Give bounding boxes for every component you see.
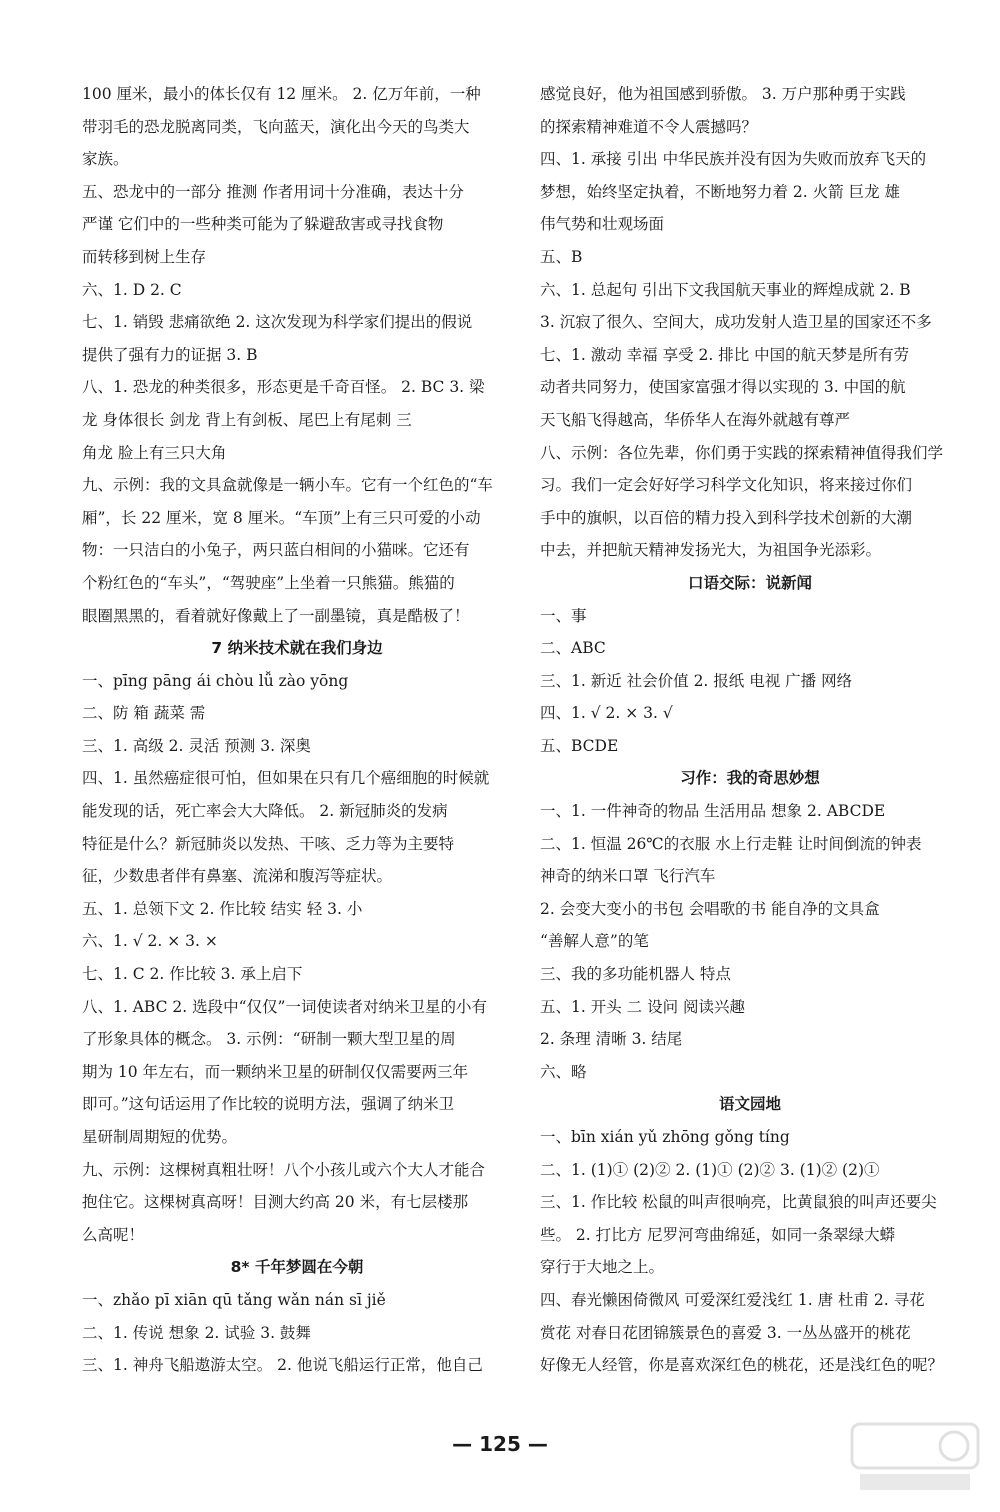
answer-line: 五、B xyxy=(540,247,583,266)
answer-line: 即可。”这句话运用了作比较的说明方法，强调了纳米卫 xyxy=(82,1095,455,1114)
answer-line: 个粉红色的“车头”，“驾驶座”上坐着一只熊猫。熊猫的 xyxy=(82,573,455,592)
answer-line: 七、1. C 2. 作比较 3. 承上启下 xyxy=(82,965,303,984)
answer-line: 二、ABC xyxy=(540,639,606,658)
answer-line: 天飞船飞得越高，华侨华人在海外就越有尊严 xyxy=(540,410,851,429)
answer-line: 征，少数患者伴有鼻塞、流涕和腹泻等症状。 xyxy=(82,867,393,886)
answer-line: 带羽毛的恐龙脱离同类，飞向蓝天，演化出今天的鸟类大 xyxy=(82,117,470,136)
section-title: 口语交际：说新闻 xyxy=(687,573,812,592)
answer-line: 抱住它。这棵树真高呀！目测大约高 20 米，有七层楼那 xyxy=(82,1193,469,1212)
answer-line: 三、我的多功能机器人 特点 xyxy=(540,965,731,984)
section-title: 8* 千年梦圆在今朝 xyxy=(230,1258,364,1277)
answer-line: 四、春光懒困倚微风 可爱深红爱浅红 1. 唐 杜甫 2. 寻花 xyxy=(540,1290,925,1309)
answer-line: 八、示例：各位先辈，你们勇于实践的探索精神值得我们学 xyxy=(540,443,944,462)
answer-line: 厢”，长 22 厘米，宽 8 厘米。“车顶”上有三只可爱的小动 xyxy=(82,508,481,527)
answer-line: 四、1. √ 2. × 3. √ xyxy=(540,704,673,723)
answer-line: 一、bīn xián yǔ zhōng gǒng tíng xyxy=(540,1128,790,1146)
answer-line: 而转移到树上生存 xyxy=(82,247,207,266)
answer-line: 好像无人经管，你是喜欢深红色的桃花，还是浅红色的呢？ xyxy=(540,1356,944,1375)
answer-line: 动者共同努力，使国家富强才得以实现的 3. 中国的航 xyxy=(540,378,906,397)
watermark-logo xyxy=(850,1422,980,1496)
answer-line: 么高呢！ xyxy=(82,1225,145,1244)
answer-line: 九、示例：我的文具盒就像是一辆小车。它有一个红色的“车 xyxy=(82,476,493,495)
answer-line: 提供了强有力的证据 3. B xyxy=(82,345,258,364)
answer-line: 一、pīng pāng ái chòu lǚ zào yōng xyxy=(82,671,349,690)
answer-line: 一、1. 一件神奇的物品 生活用品 想象 2. ABCDE xyxy=(540,802,886,821)
answer-line: 一、事 xyxy=(540,606,587,625)
left-column xyxy=(82,78,512,1382)
answer-line: 物：一只洁白的小兔子，两只蓝白相间的小猫咪。它还有 xyxy=(82,541,470,560)
answer-line: 中去，并把航天精神发扬光大，为祖国争光添彩。 xyxy=(540,541,882,560)
answer-line: 3. 沉寂了很久、空间大，成功发射人造卫星的国家还不多 xyxy=(540,313,932,332)
right-column xyxy=(540,78,960,1382)
answer-line: 家族。 xyxy=(82,150,129,169)
answer-line: 龙 身体很长 剑龙 背上有剑板、尾巴上有尾刺 三 xyxy=(82,410,412,429)
answer-line: 一、zhǎo pī xiān qū tǎng wǎn nán sī jiě xyxy=(82,1290,386,1309)
answer-line: 感觉良好，他为祖国感到骄傲。 3. 万户那种勇于实践 xyxy=(540,85,906,103)
answer-line: 梦想，始终坚定执着，不断地努力着 2. 火箭 巨龙 雄 xyxy=(540,182,900,201)
answer-line: 九、示例：这棵树真粗壮呀！八个小孩儿或六个大人才能合 xyxy=(82,1160,486,1179)
answer-line: 能发现的话，死亡率会大大降低。 2. 新冠肺炎的发病 xyxy=(82,802,448,821)
answer-line: 六、1. D 2. C xyxy=(82,280,182,299)
answer-line: 四、1. 承接 引出 中华民族并没有因为失败而放弃飞天的 xyxy=(540,150,927,169)
answer-line: 手中的旗帜，以百倍的精力投入到科学技术创新的大潮 xyxy=(540,508,913,527)
answer-line: 伟气势和壮观场面 xyxy=(540,215,665,234)
answer-line: 了形象具体的概念。 3. 示例：“研制一颗大型卫星的周 xyxy=(82,1030,456,1049)
answer-line: 二、1. (1)① (2)② 2. (1)① (2)② 3. (1)② (2)① xyxy=(540,1160,880,1179)
answer-line: 2. 会变大变小的书包 会唱歌的书 能自净的文具盒 xyxy=(540,899,880,918)
answer-line: 2. 条理 清晰 3. 结尾 xyxy=(540,1030,683,1049)
answer-line: 四、1. 虽然癌症很可怕，但如果在只有几个癌细胞的时候就 xyxy=(82,769,490,788)
answer-line: 八、1. ABC 2. 选段中“仅仅”一词使读者对纳米卫星的小有 xyxy=(82,997,487,1016)
answer-line: 眼圈黑黑的，看着就好像戴上了一副墨镜，真是酷极了！ xyxy=(82,606,470,625)
answer-line: 严谨 它们中的一些种类可能为了躲避敌害或寻找食物 xyxy=(82,215,444,234)
answer-line: 期为 10 年左右，而一颗纳米卫星的研制仅仅需要两三年 xyxy=(82,1062,469,1081)
section-title: 7 纳米技术就在我们身边 xyxy=(211,639,383,658)
answer-line: 神奇的纳米口罩 飞行汽车 xyxy=(540,867,716,886)
answer-line: 八、1. 恐龙的种类很多，形态更是千奇百怪。 2. BC 3. 梁 xyxy=(82,378,485,397)
answer-line: 六、1. √ 2. × 3. × xyxy=(82,932,218,951)
answer-line: 七、1. 销毁 悲痛欲绝 2. 这次发现为科学家们提出的假说 xyxy=(82,313,473,332)
answer-line: 二、防 箱 蔬菜 需 xyxy=(82,704,206,723)
answer-line: 特征是什么？新冠肺炎以发热、干咳、乏力等为主要特 xyxy=(82,834,455,853)
answer-line: 角龙 脸上有三只大角 xyxy=(82,443,227,462)
answer-line: 三、1. 新近 社会价值 2. 报纸 电视 广播 网络 xyxy=(540,671,853,690)
answer-line: “善解人意”的笔 xyxy=(540,932,649,951)
answer-line: 五、1. 总领下文 2. 作比较 结实 轻 3. 小 xyxy=(82,899,363,918)
answer-line: 五、1. 开头 二 设问 阅读兴趣 xyxy=(540,997,745,1016)
answer-line: 穿行于大地之上。 xyxy=(540,1258,665,1277)
answer-line: 三、1. 作比较 松鼠的叫声很响亮，比黄鼠狼的叫声还要尖 xyxy=(540,1193,937,1212)
answer-line: 六、略 xyxy=(540,1062,587,1081)
answer-line: 六、1. 总起句 引出下文我国航天事业的辉煌成就 2. B xyxy=(540,280,911,299)
answer-line: 二、1. 恒温 26℃的衣服 水上行走鞋 让时间倒流的钟表 xyxy=(540,834,922,853)
answer-line: 些。 2. 打比方 尼罗河弯曲绵延，如同一条翠绿大蟒 xyxy=(540,1225,896,1244)
answer-line: 习。我们一定会好好学习科学文化知识，将来接过你们 xyxy=(540,476,913,495)
answer-line: 五、BCDE xyxy=(540,736,619,755)
answer-line: 星研制周期短的优势。 xyxy=(82,1128,238,1146)
answer-line: 的探索精神难道不令人震撼吗？ xyxy=(540,117,758,136)
answer-line: 三、1. 神舟飞船遨游太空。 2. 他说飞船运行正常，他自己 xyxy=(82,1356,483,1375)
answer-line: 二、1. 传说 想象 2. 试验 3. 鼓舞 xyxy=(82,1323,311,1342)
answer-line: 三、1. 高级 2. 灵活 预测 3. 深奥 xyxy=(82,736,311,755)
answer-line: 七、1. 激动 幸福 享受 2. 排比 中国的航天梦是所有劳 xyxy=(540,345,910,364)
answer-line: 赏花 对春日花团锦簇景色的喜爱 3. 一丛丛盛开的桃花 xyxy=(540,1323,911,1342)
answer-line: 五、恐龙中的一部分 推测 作者用词十分准确，表达十分 xyxy=(82,182,464,201)
page-number: — 125 — xyxy=(452,1432,548,1456)
page-number-value: 125 xyxy=(479,1432,521,1456)
section-title: 习作：我的奇思妙想 xyxy=(680,769,820,788)
answer-line: 100 厘米，最小的体长仅有 12 厘米。 2. 亿万年前，一种 xyxy=(82,85,481,103)
section-title: 语文园地 xyxy=(718,1095,781,1114)
